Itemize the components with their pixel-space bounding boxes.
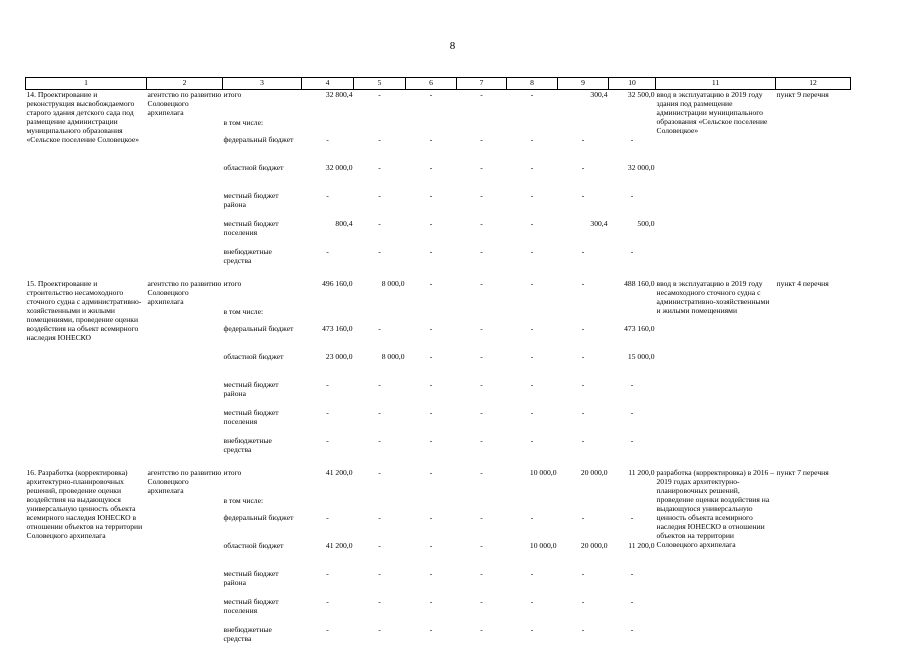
project-title: 16. Разработка (корректировка) архитектурно-планировочных решений, проведение оценки воздействия на выдающуюся универсальную ценность объекта всемирного наследия ЮНЕСКО в отношении объектов на территории Соловецкого архипелага bbox=[26, 468, 143, 540]
value-cell: - bbox=[378, 541, 381, 550]
value-cell: - bbox=[530, 90, 534, 99]
funding-source-label: федеральный бюджет bbox=[223, 135, 294, 144]
value-cell: - bbox=[480, 380, 483, 389]
table-row bbox=[26, 468, 851, 496]
project-result: разработка (корректировка) в 2016 – 2019 годах архитектурно-планировочных решений, проведение оценки воздействия на выдающуюся универсальную ценность объекта всемирного наследия ЮНЕСКО в отношении объектов на территории Соловецкого архипелага bbox=[656, 468, 775, 549]
value-cell: - bbox=[378, 380, 381, 389]
value-cell bbox=[406, 118, 457, 135]
value-cell: - bbox=[480, 163, 483, 172]
value-cell: - bbox=[429, 219, 433, 228]
value-cell: - bbox=[581, 436, 585, 445]
budget-table bbox=[25, 77, 851, 653]
value-cell: - bbox=[429, 408, 433, 417]
header-cell: 2 bbox=[147, 78, 223, 90]
value-cell: - bbox=[378, 247, 381, 256]
value-cell bbox=[558, 496, 609, 513]
value-cell: 32 000,0 bbox=[627, 163, 655, 172]
value-cell: - bbox=[480, 191, 483, 200]
funding-source-label: местный бюджет района bbox=[223, 191, 279, 209]
value-cell: 20 000,0 bbox=[580, 468, 608, 477]
value-cell: 496 160,0 bbox=[322, 279, 353, 288]
value-cell: - bbox=[581, 569, 585, 578]
value-cell bbox=[302, 307, 354, 324]
value-cell bbox=[457, 307, 507, 324]
value-cell: - bbox=[581, 408, 585, 417]
project-title: 15. Проектирование и строительство несамоходного сточного судна с административно-хозяйственными и жилыми помещениями, проведение оценки воздействия на объект всемирного наследия ЮНЕСКО bbox=[26, 279, 142, 342]
value-cell: - bbox=[480, 513, 483, 522]
value-cell: - bbox=[326, 135, 329, 144]
value-cell: - bbox=[480, 468, 483, 477]
header-cell: 6 bbox=[406, 78, 457, 90]
value-cell: - bbox=[530, 569, 534, 578]
table-row bbox=[26, 90, 851, 119]
value-cell: - bbox=[429, 380, 433, 389]
value-cell: - bbox=[480, 408, 483, 417]
value-cell: - bbox=[378, 219, 381, 228]
value-cell: - bbox=[326, 597, 329, 606]
value-cell: - bbox=[378, 597, 381, 606]
project-agency: агентство по развитию Соловецкого архипелага bbox=[147, 279, 222, 306]
header-cell: 9 bbox=[558, 78, 609, 90]
value-cell: - bbox=[378, 436, 381, 445]
value-cell: - bbox=[530, 219, 534, 228]
value-cell: - bbox=[326, 436, 329, 445]
value-cell: - bbox=[429, 597, 433, 606]
value-cell: - bbox=[326, 380, 329, 389]
value-cell: 10 000,0 bbox=[529, 468, 557, 477]
value-cell: 23 000,0 bbox=[325, 352, 353, 361]
value-cell: - bbox=[630, 436, 634, 445]
value-cell: 8 000,0 bbox=[381, 352, 405, 361]
project-reference: пункт 9 перечня bbox=[776, 90, 829, 99]
value-cell bbox=[406, 496, 457, 513]
funding-source-label: внебюджетные средства bbox=[223, 247, 272, 265]
value-cell: - bbox=[630, 135, 634, 144]
value-cell: - bbox=[581, 513, 585, 522]
header-cell: 5 bbox=[354, 78, 406, 90]
value-cell: 800,4 bbox=[335, 219, 353, 228]
value-cell bbox=[507, 307, 558, 324]
funding-source-label: в том числе: bbox=[223, 496, 264, 505]
value-cell: - bbox=[480, 279, 483, 288]
value-cell: - bbox=[581, 247, 585, 256]
value-cell: - bbox=[530, 191, 534, 200]
value-cell: 8 000,0 bbox=[381, 279, 405, 288]
value-cell: - bbox=[378, 324, 381, 333]
value-cell: - bbox=[429, 191, 433, 200]
value-cell: 20 000,0 bbox=[580, 541, 608, 550]
value-cell bbox=[558, 307, 609, 324]
funding-source-label: областной бюджет bbox=[223, 352, 284, 361]
project-title: 14. Проектирование и реконструкция высвобождаемого старого здания детского сада под размещение администрации муниципального образования «Сельское поселение Соловецкое» bbox=[26, 90, 140, 144]
value-cell: 32 800,4 bbox=[325, 90, 353, 99]
value-cell bbox=[406, 307, 457, 324]
funding-source-label: внебюджетные средства bbox=[223, 625, 272, 643]
value-cell bbox=[302, 118, 354, 135]
project-reference: пункт 7 перечня bbox=[776, 468, 829, 477]
value-cell: 32 000,0 bbox=[325, 163, 353, 172]
value-cell: - bbox=[480, 597, 483, 606]
value-cell: - bbox=[378, 625, 381, 634]
project-agency: агентство по развитию Соловецкого архипелага bbox=[147, 90, 222, 117]
value-cell: - bbox=[480, 625, 483, 634]
value-cell bbox=[354, 118, 406, 135]
value-cell: 473 160,0 bbox=[322, 324, 353, 333]
value-cell: - bbox=[530, 135, 534, 144]
value-cell: - bbox=[429, 468, 433, 477]
funding-source-label: итого bbox=[223, 279, 242, 288]
value-cell: - bbox=[480, 90, 483, 99]
value-cell: - bbox=[429, 436, 433, 445]
table-row bbox=[26, 279, 851, 307]
value-cell: - bbox=[378, 163, 381, 172]
value-cell: - bbox=[530, 247, 534, 256]
funding-source-label: внебюджетные средства bbox=[223, 436, 272, 454]
value-cell bbox=[457, 118, 507, 135]
value-cell: 11 200,0 bbox=[628, 541, 655, 550]
value-cell: - bbox=[530, 436, 534, 445]
value-cell: - bbox=[630, 513, 634, 522]
value-cell: - bbox=[530, 597, 534, 606]
value-cell: - bbox=[530, 625, 534, 634]
value-cell: - bbox=[581, 191, 585, 200]
header-cell: 7 bbox=[457, 78, 507, 90]
value-cell: - bbox=[378, 90, 381, 99]
value-cell: - bbox=[429, 279, 433, 288]
value-cell: - bbox=[530, 513, 534, 522]
header-cell: 4 bbox=[302, 78, 354, 90]
value-cell bbox=[609, 307, 656, 324]
value-cell: - bbox=[326, 513, 329, 522]
funding-source-label: в том числе: bbox=[223, 307, 264, 316]
value-cell: - bbox=[530, 352, 534, 361]
value-cell: - bbox=[429, 513, 433, 522]
project-result: ввод в эксплуатацию в 2019 году несамоходного сточного судна с административно-хозяйственными и жилыми помещениями bbox=[656, 279, 770, 315]
header-cell: 3 bbox=[223, 78, 302, 90]
value-cell: - bbox=[581, 135, 585, 144]
value-cell: 473 160,0 bbox=[624, 324, 655, 333]
value-cell: - bbox=[429, 324, 433, 333]
project-result: ввод в эксплуатацию в 2019 году здания под размещение администрации муниципального образования «Сельское поселение Соловецкое» bbox=[656, 90, 768, 135]
funding-source-label: областной бюджет bbox=[223, 541, 284, 550]
value-cell: 300,4 bbox=[590, 219, 608, 228]
funding-source-label: областной бюджет bbox=[223, 163, 284, 172]
value-cell: - bbox=[378, 468, 381, 477]
value-cell: - bbox=[630, 408, 634, 417]
value-cell: - bbox=[581, 352, 585, 361]
value-cell: - bbox=[630, 625, 634, 634]
funding-source-label: в том числе: bbox=[223, 118, 264, 127]
value-cell: - bbox=[530, 324, 534, 333]
value-cell: 500,0 bbox=[637, 219, 655, 228]
funding-source-label: итого bbox=[223, 90, 242, 99]
value-cell: - bbox=[530, 279, 534, 288]
value-cell: 300,4 bbox=[590, 90, 608, 99]
value-cell bbox=[457, 496, 507, 513]
value-cell: - bbox=[581, 279, 585, 288]
value-cell bbox=[507, 118, 558, 135]
value-cell: - bbox=[326, 569, 329, 578]
value-cell: - bbox=[429, 352, 433, 361]
value-cell bbox=[507, 496, 558, 513]
value-cell: - bbox=[378, 569, 381, 578]
value-cell: 11 200,0 bbox=[628, 468, 655, 477]
value-cell: - bbox=[581, 324, 585, 333]
value-cell: - bbox=[630, 191, 634, 200]
value-cell: 10 000,0 bbox=[529, 541, 557, 550]
value-cell: 15 000,0 bbox=[627, 352, 655, 361]
value-cell: 41 200,0 bbox=[325, 468, 353, 477]
funding-source-label: местный бюджет поселения bbox=[223, 219, 279, 237]
value-cell: - bbox=[530, 163, 534, 172]
header-cell: 11 bbox=[656, 78, 776, 90]
value-cell: 488 160,0 bbox=[624, 279, 655, 288]
value-cell: - bbox=[480, 247, 483, 256]
value-cell: - bbox=[429, 163, 433, 172]
value-cell bbox=[354, 307, 406, 324]
value-cell: - bbox=[429, 135, 433, 144]
value-cell: - bbox=[429, 569, 433, 578]
page-number: 8 bbox=[449, 40, 456, 52]
project-agency: агентство по развитию Соловецкого архипелага bbox=[147, 468, 222, 495]
header-cell: 12 bbox=[776, 78, 851, 90]
value-cell: - bbox=[326, 408, 329, 417]
value-cell bbox=[558, 118, 609, 135]
header-cell: 10 bbox=[609, 78, 656, 90]
value-cell: - bbox=[630, 380, 634, 389]
value-cell bbox=[609, 496, 656, 513]
value-cell: - bbox=[429, 247, 433, 256]
funding-source-label: итого bbox=[223, 468, 242, 477]
value-cell: - bbox=[480, 135, 483, 144]
value-cell: - bbox=[630, 597, 634, 606]
value-cell: - bbox=[530, 408, 534, 417]
value-cell: - bbox=[378, 135, 381, 144]
value-cell: - bbox=[480, 219, 483, 228]
value-cell: - bbox=[326, 625, 329, 634]
value-cell: - bbox=[480, 436, 483, 445]
header-cell: 1 bbox=[26, 78, 147, 90]
value-cell: - bbox=[630, 569, 634, 578]
value-cell: 41 200,0 bbox=[325, 541, 353, 550]
value-cell: - bbox=[480, 324, 483, 333]
value-cell: 32 500,0 bbox=[627, 90, 655, 99]
value-cell: - bbox=[581, 380, 585, 389]
funding-source-label: федеральный бюджет bbox=[223, 513, 294, 522]
project-reference: пункт 4 перечня bbox=[776, 279, 829, 288]
funding-source-label: местный бюджет поселения bbox=[223, 408, 279, 426]
value-cell bbox=[354, 496, 406, 513]
value-cell: - bbox=[429, 541, 433, 550]
funding-source-label: местный бюджет района bbox=[223, 380, 279, 398]
value-cell: - bbox=[378, 191, 381, 200]
value-cell bbox=[302, 496, 354, 513]
header-row bbox=[26, 78, 851, 90]
value-cell: - bbox=[326, 247, 329, 256]
value-cell: - bbox=[480, 541, 483, 550]
value-cell bbox=[609, 118, 656, 135]
funding-source-label: местный бюджет района bbox=[223, 569, 279, 587]
value-cell: - bbox=[326, 191, 329, 200]
value-cell: - bbox=[581, 163, 585, 172]
value-cell: - bbox=[429, 90, 433, 99]
header-cell: 8 bbox=[507, 78, 558, 90]
funding-source-label: местный бюджет поселения bbox=[223, 597, 279, 615]
value-cell: - bbox=[429, 625, 433, 634]
value-cell: - bbox=[530, 380, 534, 389]
funding-source-label: федеральный бюджет bbox=[223, 324, 294, 333]
value-cell: - bbox=[581, 625, 585, 634]
value-cell: - bbox=[630, 247, 634, 256]
value-cell: - bbox=[378, 513, 381, 522]
value-cell: - bbox=[480, 569, 483, 578]
value-cell: - bbox=[581, 597, 585, 606]
value-cell: - bbox=[480, 352, 483, 361]
value-cell: - bbox=[378, 408, 381, 417]
